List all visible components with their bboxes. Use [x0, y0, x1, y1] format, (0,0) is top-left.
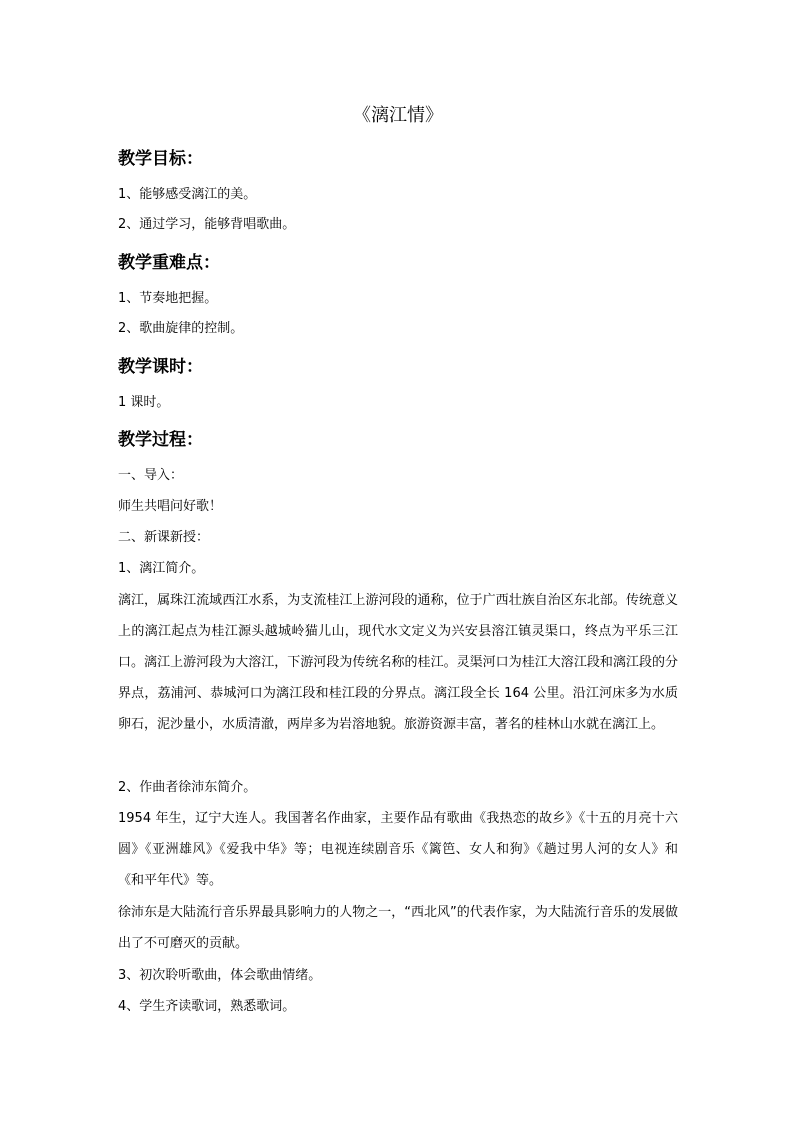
new-lesson-label: 二、新课新授：	[118, 530, 210, 545]
goals-heading: 教学目标：	[118, 149, 203, 169]
intro-text: 师生共唱问好歌！	[118, 499, 223, 514]
intro-label: 一、导入：	[118, 468, 184, 483]
key-point-item-1: 1、节奏地把握。	[118, 291, 218, 306]
key-points-heading: 教学重难点：	[118, 253, 220, 273]
document-title: 《漓江情》	[353, 105, 443, 126]
step3-label: 3、初次聆听歌曲，体会歌曲情绪。	[118, 968, 322, 983]
hours-item: 1 课时。	[118, 395, 170, 410]
step2-label: 2、作曲者徐沛东简介。	[118, 780, 257, 795]
key-point-item-2: 2、歌曲旋律的控制。	[118, 321, 244, 336]
step2-paragraph: 1954 年生，辽宁大连人。我国著名作曲家，主要作品有歌曲《我热恋的故乡》《十五的月亮十六圆》《亚洲雄风》《爱我中华》等；电视连续剧音乐《篱笆、女人和狗》《趟过男人河的女人》和《和平年代》等。	[118, 811, 678, 888]
process-heading: 教学过程：	[118, 430, 203, 450]
goal-item-2: 2、通过学习，能够背唱歌曲。	[118, 217, 296, 232]
step1-label: 1、漓江简介。	[118, 561, 205, 576]
step2-paragraph-2: 徐沛东是大陆流行音乐界最具影响力的人物之一，“西北风”的代表作家，为大陆流行音乐的发展做出了不可磨灭的贡献。	[118, 905, 678, 951]
goal-item-1: 1、能够感受漓江的美。	[118, 187, 257, 202]
hours-heading: 教学课时：	[118, 357, 203, 377]
step1-paragraph: 漓江，属珠江流域西江水系，为支流桂江上游河段的通称，位于广西壮族自治区东北部。传统意义上的漓江起点为桂江源头越城岭猫儿山，现代水文定义为兴安县溶江镇灵渠口，终点为平乐三江口。漓江上游河段为大溶江，下游河段为传统名称的桂江。灵渠河口为桂江大溶江段和漓江段的分界点，荔浦河、恭城河口为漓江段和桂江段的分界点。漓江段全长 164 公里。沿江河床多为水质卵石，泥沙量小，水质清澈，两岸多为岩溶地貌。旅游资源丰富，著名的桂林山水就在漓江上。	[118, 593, 678, 732]
step4-label: 4、学生齐读歌词，熟悉歌词。	[118, 999, 296, 1014]
